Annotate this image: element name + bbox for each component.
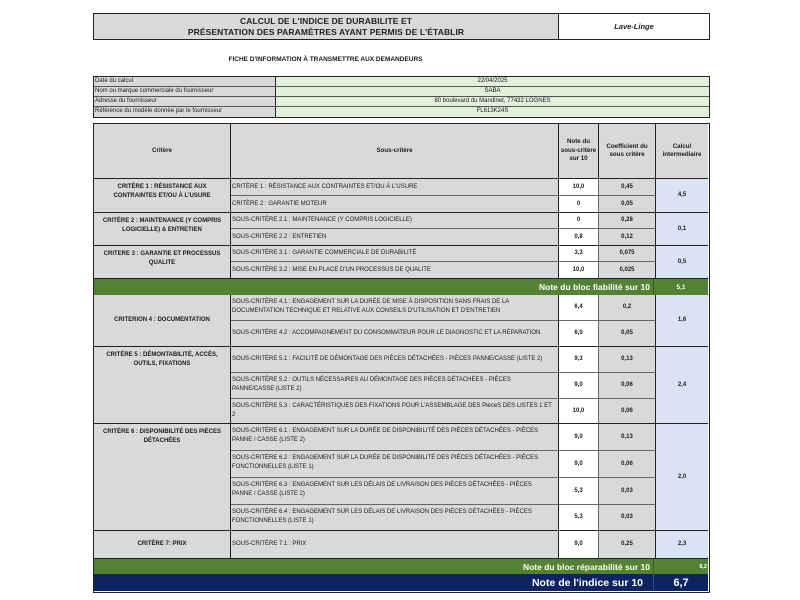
sub-criterion-note: 10,0 [559, 179, 599, 196]
sub-criterion-coef: 0,03 [599, 478, 656, 505]
sub-criterion-label: SOUS-CRITÈRE 3.2 : MISE EN PLACE D'UN PROCESSUS DE QUALITE [231, 262, 559, 279]
sub-criterion-coef: 0,45 [599, 179, 656, 196]
calcul-intermediaire: 2,4 [656, 347, 708, 424]
sub-criterion-note: 6,4 [559, 295, 599, 321]
sub-criterion-note: 5,3 [559, 505, 599, 531]
info-label: Adresse du fournisseur [94, 97, 276, 106]
sub-criterion-note: 9,3 [559, 347, 599, 373]
sub-criterion-label: SOUS-CRITÈRE 6.4 : ENGAGEMENT SUR LES DÉLAIS DE LIVRAISON DES PIÈCES DÉTACHÉES - PIÈCES FONCTIONNELLES (LISTE 1) [231, 505, 559, 531]
sub-criterion-label: SOUS-CRITÈRE 2.2 : ENTRETIEN [231, 229, 559, 246]
info-row-address [94, 97, 709, 107]
sub-criterion-coef: 0,06 [599, 373, 656, 399]
title-box [93, 13, 710, 40]
sub-criterion-coef: 0,075 [599, 246, 656, 262]
info-label: Référence du modèle donnée par le fournisseur [94, 107, 276, 117]
sub-criterion-label: SOUS-CRITÈRE 2.1 : MAINTENANCE (Y COMPRIS LOGICIELLE) [231, 213, 559, 229]
info-value: 80 boulevard du Mandinet, 77432 LOGNES [276, 97, 709, 106]
column-header-calcul: Calcul intermediaire [656, 124, 708, 179]
indice-band [94, 574, 708, 591]
info-value: SABA [276, 87, 709, 96]
sub-criterion-note: 3,3 [559, 246, 599, 262]
calcul-intermediaire: 0,5 [656, 246, 708, 279]
reparabilite-band [94, 559, 708, 574]
sub-criterion-note: 0 [559, 196, 599, 213]
sub-criterion-label: SOUS-CRITÈRE 5.3 : CARACTÉRISTIQUES DES FIXATIONS POUR L'ASSEMBLAGE DES PièceS DES LISTES 1 ET 2 [231, 399, 559, 424]
calcul-intermediaire: 2,3 [656, 531, 708, 559]
info-label: Date du calcul [94, 77, 276, 86]
sub-criterion-label: CRITÈRE 1 : RÉSISTANCE AUX CONTRAINTES ET/OU À L'USURE [231, 179, 559, 196]
sub-criterion-label: SOUS-CRITÈRE 6.3 : ENGAGEMENT SUR LES DÉLAIS DE LIVRAISON DES PIÈCES DÉTACHÉES - PIÈCES PANNE / CASSE (LISTE 2) [231, 478, 559, 505]
sub-criterion-note: 5,3 [559, 478, 599, 505]
sub-criterion-coef: 0,06 [599, 399, 656, 424]
sub-criterion-note: 9,0 [559, 451, 599, 478]
sub-criterion-coef: 0,05 [599, 196, 656, 213]
sub-criterion-coef: 0,28 [599, 213, 656, 229]
info-row-model [94, 107, 709, 117]
info-table [93, 76, 710, 118]
sub-criterion-note: 0 [559, 213, 599, 229]
sub-criterion-label: SOUS-CRITÈRE 4.2 : ACCOMPAGNEMENT DU CONSOMMATEUR POUR LE DIAGNOSTIC ET LA RÉPARATION [231, 321, 559, 347]
criterion-label: CRITÈRE 1 : RÉSISTANCE AUX CONTRAINTES ET/OU À L'USURE [94, 179, 231, 213]
criterion-label: CRITERION 4 : DOCUMENTATION [94, 295, 231, 347]
sub-criterion-coef: 0,2 [599, 295, 656, 321]
info-row-date [94, 77, 709, 87]
info-row-supplier [94, 87, 709, 97]
fiabilite-label: Note du bloc fiabilité sur 10 [539, 282, 650, 292]
calcul-intermediaire: 2,0 [656, 424, 708, 531]
reparabilite-value: 8,2 [653, 559, 708, 574]
calcul-intermediaire: 1,6 [656, 295, 708, 347]
fiabilite-value: 5,1 [653, 279, 708, 295]
sub-criterion-label: SOUS-CRITÈRE 6.2 : ENGAGEMENT SUR LA DURÉE DE DISPONIBILITÉ DES PIÈCES DÉTACHÉES - PIÈCES FONCTIONNELLES (LISTE 1) [231, 451, 559, 478]
info-label: Nom ou marque commerciale du fournisseur [94, 87, 276, 96]
criterion-label: CRITÈRE 5 : DÉMONTABILITÉ, ACCÈS, OUTILS, FIXATIONS [94, 347, 231, 424]
reparabilite-label: Note du bloc réparabilité sur 10 [522, 561, 650, 572]
product-type: Lave-Linge [559, 14, 709, 39]
sub-criterion-coef: 0,12 [599, 229, 656, 246]
sub-criterion-note: 9,0 [559, 531, 599, 559]
sub-criterion-coef: 0,05 [599, 321, 656, 347]
column-header-critere: Critère [94, 124, 231, 179]
column-header-coef: Coefficient du sous critère [599, 124, 656, 179]
fiabilite-band [94, 279, 708, 295]
indice-value: 6,7 [653, 574, 708, 591]
sub-criterion-note: 10,0 [559, 399, 599, 424]
indice-label: Note de l'indice sur 10 [531, 576, 643, 589]
title-line-1: CALCUL DE L'INDICE DE DURABILITE ET [239, 15, 413, 26]
sub-criterion-coef: 0,13 [599, 347, 656, 373]
calcul-intermediaire: 4,5 [656, 179, 708, 213]
column-header-sous-critere: Sous-critère [231, 124, 559, 179]
sub-criterion-label: SOUS-CRITÈRE 4.1 : ENGAGEMENT SUR LA DURÉE DE MISE À DISPOSITION SANS FRAIS DE LA DOCUMENTATION TECHNIQUE ET RELATIVE AUX CONSEILS D'UTILISATION ET D'ENTRETIEN [231, 295, 559, 321]
info-value: 22/04/2025 [276, 77, 709, 86]
sub-criterion-label: SOUS-CRITÈRE 5.2 : OUTILS NÉCESSAIRES AU DÉMONTAGE DES PIÈCES DÉTACHÉES - PIÈCES PANNE/CASSE (LISTE 2) [231, 373, 559, 399]
page-title [94, 14, 559, 39]
sub-criterion-label: SOUS-CRITÈRE 6.1 : ENGAGEMENT SUR LA DURÉE DE DISPONIBILITÉ DES PIÈCES DÉTACHÉES - PIÈCES PANNE / CASSE (LISTE 2) [231, 424, 559, 451]
sub-criterion-label: CRITÈRE 2 : GARANTIE MOTEUR [231, 196, 559, 213]
sub-criterion-label: SOUS-CRITÈRE 7.1 : PRIX [231, 531, 559, 559]
criterion-label: CRITÈRE 7: PRIX [94, 531, 231, 559]
sub-criterion-note: 9,0 [559, 373, 599, 399]
sub-criterion-coef: 0,06 [599, 451, 656, 478]
sub-criterion-coef: 0,25 [599, 531, 656, 559]
title-line-2: PRÉSENTATION DES PARAMÈTRES AYANT PERMIS DE L'ÉTABLIR [187, 26, 465, 37]
criterion-label: CRITÈRE 2 : MAINTENANCE (Y COMPRIS LOGICIELLE) & ENTRETIEN [94, 213, 231, 246]
info-value: FL613K24S [276, 107, 709, 117]
sub-criterion-coef: 0,13 [599, 424, 656, 451]
sub-criterion-note: 0,8 [559, 229, 599, 246]
column-header-note: Note du sous-critère sur 10 [559, 124, 599, 179]
sub-criterion-note: 6,0 [559, 321, 599, 347]
sub-criterion-coef: 0,025 [599, 262, 656, 279]
criterion-label: CRITERE 3 : GARANTIE ET PROCESSUS QUALITE [94, 246, 231, 279]
sub-criterion-coef: 0,03 [599, 505, 656, 531]
subtitle: FICHE D'INFORMATION À TRANSMETTRE AUX DEMANDEURS [228, 56, 423, 63]
calcul-intermediaire: 0,1 [656, 213, 708, 246]
sub-criterion-note: 9,0 [559, 424, 599, 451]
sub-criterion-label: SOUS-CRITÈRE 5.1 : FACILITÉ DE DÉMONTAGE DES PIÈCES DÉTACHÉES - PIÈCES PANNE/CASSE (LISTE 2) [231, 347, 559, 373]
criteria-table [93, 123, 710, 593]
sub-criterion-note: 10,0 [559, 262, 599, 279]
sub-criterion-label: SOUS-CRITÈRE 3.1 : GARANTIE COMMERCIALE DE DURABILITÉ [231, 246, 559, 262]
criterion-label: CRITÈRE 6 : DISPONIBILITÉ DES PIÈCES DÉTACHÉES [94, 424, 231, 531]
